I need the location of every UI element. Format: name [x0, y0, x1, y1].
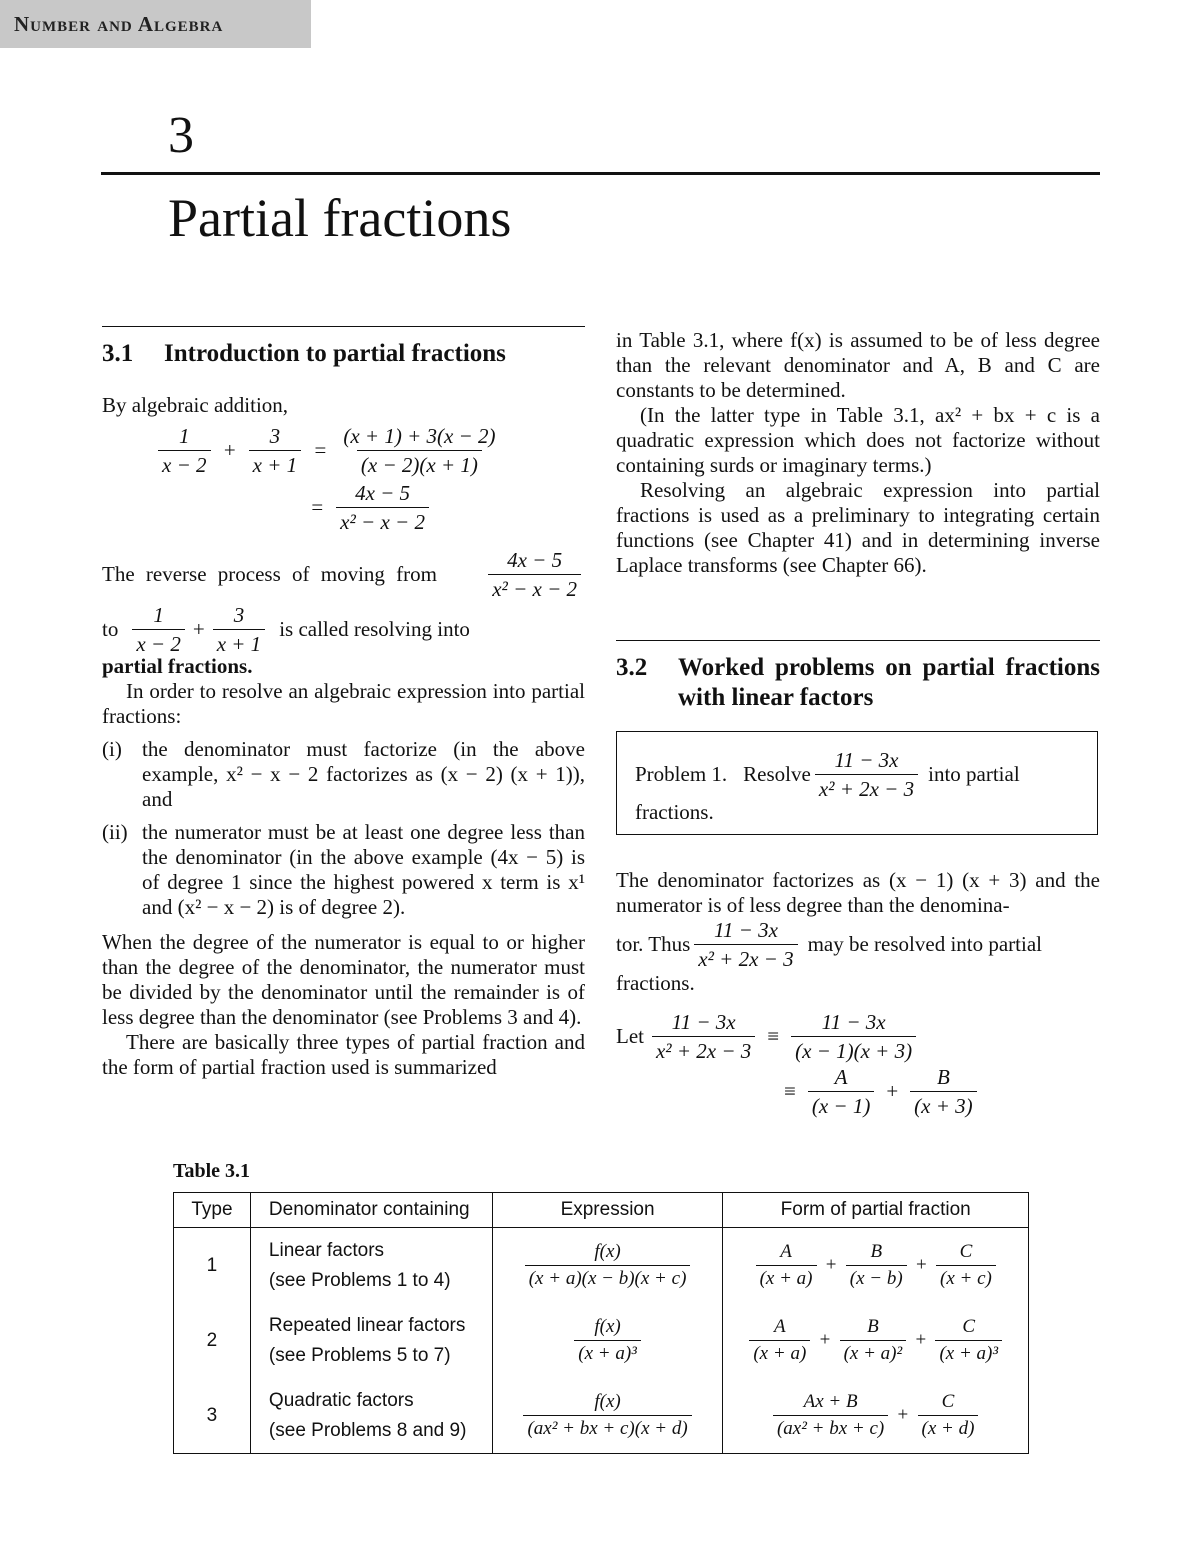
section-heading-3-2: [616, 653, 1100, 713]
denominator-cell: Linear factors (see Problems 1 to 4): [250, 1228, 492, 1304]
table-caption: Table 3.1: [173, 1160, 251, 1182]
problem-tail: fractions.: [635, 800, 714, 824]
fraction: $\frac{1}{x - 2}$: [158, 424, 211, 477]
running-header: [0, 0, 311, 48]
expression-cell: $\frac{f(x)}{\text{(ax² + bx + c)(x + d)}}$: [492, 1378, 723, 1454]
paragraph: When the degree of the numerator is equal to or higher than the degree of the denominator, the numerator must be divided by the denominator until the remainder is of less degree than the denominator (see Problems 3 and 4).: [102, 930, 585, 1029]
paragraph: (In the latter type in Table 3.1, ax² + bx + c is a quadratic expression which does not factorize without containing surds or imaginary terms.): [616, 403, 1100, 477]
section-number: 3.2: [616, 654, 648, 681]
section-title: Introduction to partial fractions: [164, 340, 506, 367]
section-title: Worked problems on partial fractions with linear factors: [678, 654, 1100, 711]
problem-box: Problem 1. Resolve $\frac{11 - 3x}{\text{x² + 2x − 3}}$ into partial fractions.: [616, 731, 1098, 835]
chapter-number: 3: [168, 107, 194, 164]
expression-cell: $\frac{f(x)}{\text{(x + a)³}}$: [492, 1303, 723, 1378]
column-header: Expression: [492, 1193, 723, 1228]
section-number: 3.1: [102, 340, 134, 367]
fraction: $\frac{4x - 5}{\text{x² − x − 2}}$: [488, 548, 581, 601]
column-header: Form of partial fraction: [723, 1193, 1029, 1228]
fraction: $\frac{1}{x - 2}$: [132, 603, 185, 656]
thus-line: tor. Thus $\frac{11 - 3x}{\text{x² + 2x − 3}}$ may be resolved into partial: [616, 918, 1043, 971]
section-rule: [616, 640, 1100, 641]
chapter-title: Partial fractions: [168, 188, 512, 248]
type-cell: 2: [174, 1303, 251, 1378]
paragraph: in Table 3.1, where f(x) is assumed to be of less degree than the relevant denominator and A, B and C are constants to be determined.: [616, 328, 1100, 402]
partial-fractions-table: [173, 1192, 1029, 1454]
fraction: $\frac{11 - 3x}{\text{x² + 2x − 3}}$: [694, 918, 797, 971]
fraction: $\frac{(x + 1) + 3(x - 2)}{(x - 2)(x + 1)}$: [343, 424, 496, 477]
table-row: [174, 1228, 1029, 1304]
chapter-rule: [101, 172, 1100, 175]
right-column-lower: [616, 868, 1100, 1118]
paragraph: There are basically three types of partial fraction and the form of partial fraction used is summarized: [102, 1030, 585, 1079]
running-header-text: Number and Algebra: [14, 12, 224, 36]
table-header-row: [174, 1193, 1029, 1228]
form-cell: $\frac{Ax + B}{\text{(ax² + bx + c)}}$ + $\frac{C}{(x + d)}$: [723, 1378, 1029, 1454]
paragraph: fractions.: [616, 971, 695, 995]
left-column: [102, 326, 585, 1080]
type-cell: 1: [174, 1228, 251, 1304]
equation-block: $\frac{1}{x - 2}$ + $\frac{3}{x + 1}$ = $\frac{(x + 1) + 3(x - 2)}{(x - 2)(x + 1)}$ = $\frac{4x - 5}{\text{x² − x − 2}}$: [154, 424, 585, 534]
bold-term: partial fractions.: [102, 654, 253, 678]
fraction: $\frac{3}{x + 1}$: [249, 424, 302, 477]
form-cell: $\frac{A}{(x + a)}$ + $\frac{B}{\text{(x + a)²}}$ + $\frac{C}{\text{(x + a)³}}$: [723, 1303, 1029, 1378]
paragraph: In order to resolve an algebraic expression into partial fractions:: [102, 679, 585, 728]
fraction: $\frac{11 - 3x}{\text{x² + 2x − 3}}$: [815, 748, 918, 801]
fraction: $\frac{4x - 5}{\text{x² − x − 2}}$: [336, 481, 429, 534]
paragraph: Resolving an algebraic expression into partial fractions is used as a preliminary to integrating certain functions (see Chapter 41) and in determining inverse Laplace transforms (see Chapter 66).: [616, 478, 1100, 577]
problem-label: Problem 1.: [635, 762, 728, 786]
form-cell: $\frac{A}{(x + a)}$ + $\frac{B}{(x - b)}$ + $\frac{C}{(x + c)}$: [723, 1228, 1029, 1304]
fraction: $\frac{B}{(x + 3)}$: [910, 1065, 976, 1118]
section-rule: [102, 326, 585, 327]
denominator-cell: Quadratic factors (see Problems 8 and 9): [250, 1378, 492, 1454]
intro-paragraph: By algebraic addition,: [102, 393, 289, 417]
column-header: Denominator containing: [250, 1193, 492, 1228]
type-cell: 3: [174, 1378, 251, 1454]
fraction: $\frac{A}{(x - 1)}$: [808, 1065, 874, 1118]
let-equation: Let $\frac{11 - 3x}{\text{x² + 2x − 3}}$ ≡ $\frac{11 - 3x}{(x - 1)(x + 3)}$ ≡ $\frac{A}{(x - 1)}$ + $\frac{B}{(x + 3)}$: [616, 1010, 1100, 1118]
fraction: $\frac{3}{x + 1}$: [213, 603, 266, 656]
right-column: [616, 328, 1100, 713]
section-heading-3-1: [102, 339, 585, 369]
expression-cell: $\frac{f(x)}{(x + a)(x - b)(x + c)}$: [492, 1228, 723, 1304]
table-row: [174, 1378, 1029, 1454]
column-header: Type: [174, 1193, 251, 1228]
list-item: (i) the denominator must factorize (in the above example, x² − x − 2 factorizes as (x − 2) (x + 1)), and: [102, 737, 585, 811]
reverse-process-paragraph: The reverse process of moving from $\frac{4x - 5}{\text{x² − x − 2}}$ to $\frac{1}{x - 2}$ + $\frac{3}{x + 1}$ is called resolving into partial fractions.: [102, 548, 585, 679]
list-item: (ii) the numerator must be at least one degree less than the denominator (in the above example (4x − 5) is of degree 1 since the highest powered x term is x¹ and (x² − x − 2) is of degree 2).: [102, 820, 585, 919]
fraction: $\frac{11 - 3x}{(x - 1)(x + 3)}$: [791, 1010, 916, 1063]
table-row: [174, 1303, 1029, 1378]
denominator-cell: Repeated linear factors (see Problems 5 to 7): [250, 1303, 492, 1378]
fraction: $\frac{11 - 3x}{\text{x² + 2x − 3}}$: [652, 1010, 755, 1063]
paragraph: The denominator factorizes as (x − 1) (x + 3) and the numerator is of less degree than the denomina-: [616, 868, 1100, 917]
